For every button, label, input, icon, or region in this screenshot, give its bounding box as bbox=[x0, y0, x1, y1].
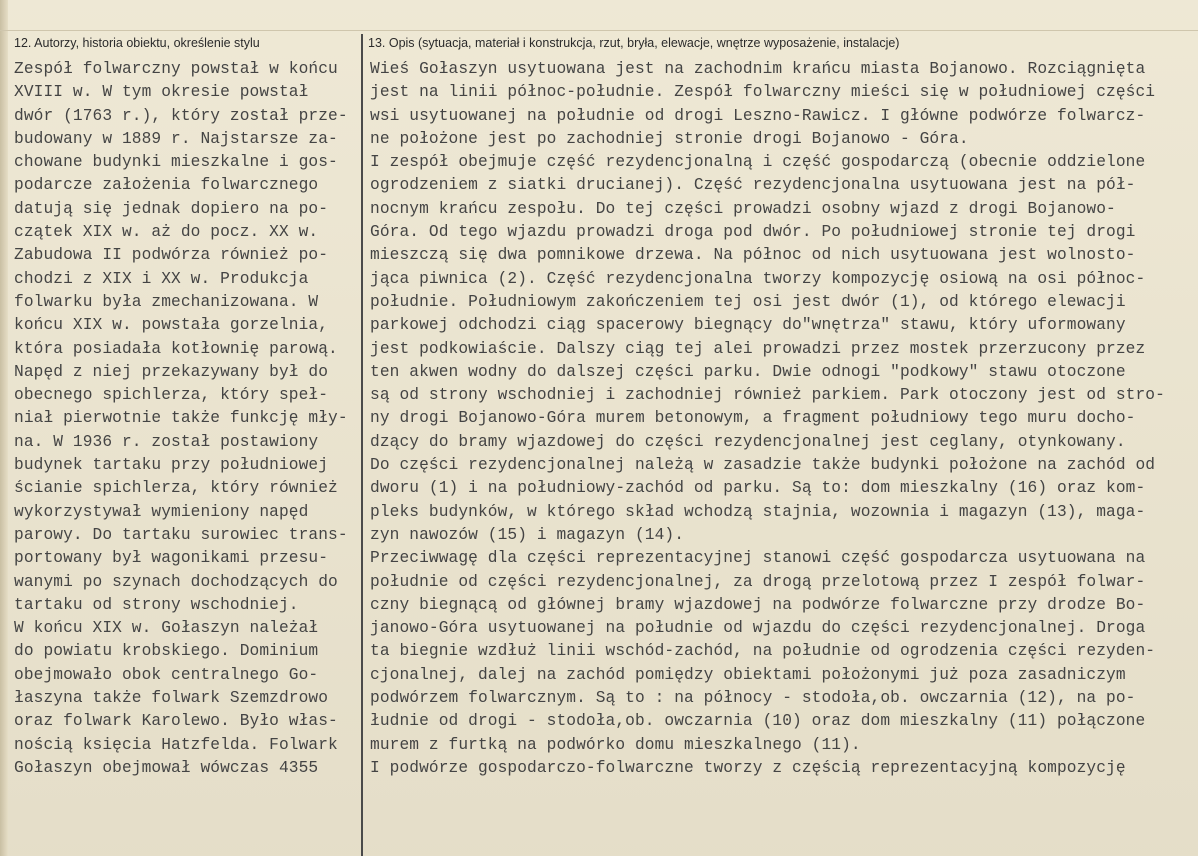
history-text-line: folwarku była zmechanizowana. W bbox=[14, 292, 319, 311]
history-text-line: wykorzystywał wymieniony napęd bbox=[14, 502, 309, 521]
description-text-line: janowo-Góra usytuowanej na południe od wjazdu do części rezydencjonalnej. Droga bbox=[370, 619, 1146, 638]
history-text-line: oraz folwark Karolewo. Było włas- bbox=[14, 712, 338, 731]
description-text-line: dzący do bramy wjazdowej do części rezydencjonalnej jest ceglany, otynkowany. bbox=[370, 432, 1126, 451]
history-text-line: obejmowało obok centralnego Go- bbox=[14, 665, 319, 684]
description-text-line: Wieś Gołaszyn usytuowana jest na zachodnim krańcu miasta Bojanowo. Rozciągnięta bbox=[370, 60, 1146, 78]
history-text-line: parowy. Do tartaku surowiec trans- bbox=[14, 525, 348, 544]
history-text-line: czątek XIX w. aż do pocz. XX w. bbox=[14, 223, 319, 242]
description-text-line: ogrodzeniem z siatki drucianej). Część rezydencjonalna usytuowana jest na pół- bbox=[370, 176, 1136, 195]
history-text-line: datują się jednak dopiero na po- bbox=[14, 199, 329, 218]
description-text-line: Przeciwwagę dla części reprezentacyjnej stanowi część gospodarcza usytuowana na bbox=[370, 549, 1146, 568]
history-text-line: chodzi z XIX i XX w. Produkcja bbox=[14, 269, 309, 288]
description-text-line: ten akwen wodny do dalszej części parku. Dwie odnogi "podkowy" stawu otoczone bbox=[370, 362, 1126, 381]
history-text-line: wanymi po szynach dochodzących do bbox=[14, 572, 338, 591]
history-text-line: chowane budynki mieszkalne i gos- bbox=[14, 153, 338, 172]
description-text-line: są od strony wschodniej i zachodniej również parkiem. Park otoczony jest od stro- bbox=[370, 386, 1165, 405]
history-text-line: Zabudowa II podwórza również po- bbox=[14, 246, 329, 265]
section-12-header: 12. Autorzy, historia obiektu, określenie stylu bbox=[14, 36, 260, 50]
history-text-line: tartaku od strony wschodniej. bbox=[14, 595, 299, 614]
description-text-line: murem z furtką na podwórko domu mieszkalnego (11). bbox=[370, 735, 861, 754]
history-text-line: Zespół folwarczny powstał w końcu bbox=[14, 60, 338, 78]
history-text-line: portowany był wagonikami przesu- bbox=[14, 549, 329, 568]
description-text-line: cjonalnej, dalej na zachód pomiędzy obiektami położonymi już poza zasadniczym bbox=[370, 665, 1126, 684]
description-text-line: wsi usytuowanej na południe od drogi Leszno-Rawicz. I główne podwórze folwarcz- bbox=[370, 106, 1146, 125]
history-text-line: na. W 1936 r. został postawiony bbox=[14, 432, 319, 451]
section-13-header: 13. Opis (sytuacja, materiał i konstrukcja, rzut, bryła, elewacje, wnętrze wyposażenie, instalacje) bbox=[368, 36, 900, 50]
history-text-line: Napęd z niej przekazywany był do bbox=[14, 362, 329, 381]
history-text-column bbox=[14, 58, 354, 780]
history-text-line: XVIII w. W tym okresie powstał bbox=[14, 83, 309, 102]
description-text-line: ny drogi Bojanowo-Góra murem betonowym, a fragment południowy tego muru docho- bbox=[370, 409, 1136, 428]
description-text-line: czny biegnącą od głównej bramy wjazdowej na podwórze folwarczne przy drodze Bo- bbox=[370, 595, 1146, 614]
history-text-line: podarcze założenia folwarcznego bbox=[14, 176, 319, 195]
description-text-line: ta biegnie wzdłuż linii wschód-zachód, na południe od ogrodzenia części rezyden- bbox=[370, 642, 1156, 661]
history-text-line: Gołaszyn obejmował wówczas 4355 bbox=[14, 758, 319, 777]
history-text-line: ścianie spichlerza, który również bbox=[14, 479, 338, 498]
description-text-line: nocnym krańcu zespołu. Do tej części prowadzi osobny wjazd z drogi Bojanowo- bbox=[370, 199, 1116, 218]
description-text-line: łudnie od drogi - stodoła,ob. owczarnia (10) oraz dom mieszkalny (11) połączone bbox=[370, 712, 1146, 731]
history-text-line: łaszyna także folwark Szemzdrowo bbox=[14, 689, 329, 708]
description-text-line: I podwórze gospodarczo-folwarczne tworzy z częścią reprezentacyjną kompozycję bbox=[370, 758, 1126, 777]
description-text-line: parkowej odchodzi ciąg spacerowy biegnący do"wnętrza" stawu, który uformowany bbox=[370, 316, 1126, 335]
description-text-line: południe od części rezydencjonalnej, za drogą przelotową przez I zespół folwar- bbox=[370, 572, 1146, 591]
description-text-line: pleks budynków, w którego skład wchodzą stajnia, wozownia i magazyn (13), maga- bbox=[370, 502, 1146, 521]
history-text-line: budowany w 1889 r. Najstarsze za- bbox=[14, 129, 338, 148]
history-text-line: niał pierwotnie także funkcję mły- bbox=[14, 409, 348, 428]
description-text-line: Góra. Od tego wjazdu prowadzi droga pod dwór. Po południowej stronie tej drogi bbox=[370, 223, 1136, 242]
history-text-line: która posiadała kotłownię parową. bbox=[14, 339, 338, 358]
page-edge bbox=[0, 0, 8, 856]
top-margin bbox=[0, 0, 1198, 31]
history-text-line: dwór (1763 r.), który został prze- bbox=[14, 106, 348, 125]
history-text-line: obecnego spichlerza, który speł- bbox=[14, 386, 329, 405]
description-text-line: zyn nawozów (15) i magazyn (14). bbox=[370, 525, 685, 544]
description-text-column bbox=[370, 58, 1190, 780]
history-text-line: nością księcia Hatzfelda. Folwark bbox=[14, 735, 338, 754]
description-text-line: I zespół obejmuje część rezydencjonalną i część gospodarczą (obecnie oddzielone bbox=[370, 153, 1146, 172]
description-text-line: dworu (1) i na południowy-zachód od parku. Są to: dom mieszkalny (16) oraz kom- bbox=[370, 479, 1146, 498]
description-text-line: mieszczą się dwa pomnikowe drzewa. Na północ od nich usytuowana jest wolnosto- bbox=[370, 246, 1136, 265]
history-text-line: W końcu XIX w. Gołaszyn należał bbox=[14, 619, 319, 638]
description-text-line: jest podkowiaście. Dalszy ciąg tej alei prowadzi przez mostek przerzucony przez bbox=[370, 339, 1146, 358]
description-text-line: jest na linii północ-południe. Zespół folwarczny mieści się w południowej części bbox=[370, 83, 1156, 102]
history-text-line: do powiatu krobskiego. Dominium bbox=[14, 642, 319, 661]
description-text-line: jąca piwnica (2). Część rezydencjonalna tworzy kompozycję osiową na osi północ- bbox=[370, 269, 1146, 288]
description-text-line: podwórzem folwarcznym. Są to : na północy - stodoła,ob. owczarnia (12), na po- bbox=[370, 689, 1136, 708]
column-divider bbox=[361, 34, 363, 856]
description-text-line: Do części rezydencjonalnej należą w zasadzie także budynki położone na zachód od bbox=[370, 456, 1156, 475]
history-text-line: końcu XIX w. powstała gorzelnia, bbox=[14, 316, 329, 335]
history-text-line: budynek tartaku przy południowej bbox=[14, 456, 329, 475]
description-text-line: południe. Południowym zakończeniem tej osi jest dwór (1), od którego elewacji bbox=[370, 292, 1126, 311]
description-text-line: ne położone jest po zachodniej stronie drogi Bojanowo - Góra. bbox=[370, 129, 969, 148]
